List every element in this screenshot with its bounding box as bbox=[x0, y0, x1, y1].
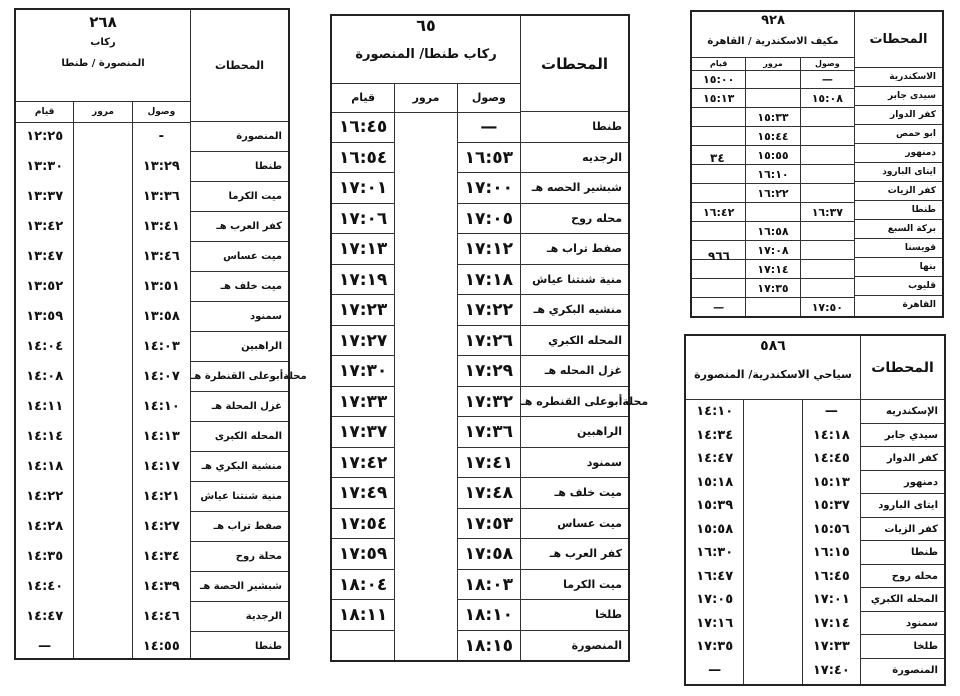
departure-time: — bbox=[708, 662, 722, 678]
station-name: طنطا bbox=[255, 641, 282, 652]
station-name: كفر الدوار bbox=[855, 106, 942, 125]
departure-column bbox=[332, 112, 394, 660]
arrival-time: ١٧:٢٦ bbox=[458, 326, 520, 357]
station-name: سمنود bbox=[191, 302, 288, 332]
departure-time: ١٤:١١ bbox=[26, 399, 64, 414]
passing-column bbox=[394, 112, 456, 660]
passing-header: مرور bbox=[745, 58, 799, 70]
departure-time: ١٤:٣٥ bbox=[26, 549, 64, 564]
station-name: شبشير الحصة هـ bbox=[191, 572, 288, 602]
train-number: ٩٢٨ bbox=[761, 13, 785, 28]
station-name: الرجدية bbox=[191, 602, 288, 632]
stations-column bbox=[860, 336, 944, 684]
passing-time: ١٦:١٠ bbox=[746, 165, 799, 184]
departure-time: ١٤:٤٧ bbox=[26, 609, 64, 624]
arrival-time bbox=[801, 127, 854, 146]
passing-column bbox=[743, 400, 801, 684]
station-name: الاسكندرية bbox=[855, 68, 942, 87]
passing-time: ١٧:٠٨ bbox=[746, 241, 799, 260]
departure-column bbox=[686, 400, 743, 684]
arrival-time bbox=[801, 279, 854, 298]
arrival-time bbox=[801, 108, 854, 127]
departure-time: ١٥:٣٩ bbox=[696, 498, 734, 513]
arrival-time: ١٤:١٠ bbox=[142, 399, 180, 414]
station-name: منية شنتنا عياش bbox=[521, 265, 628, 296]
station-name: محلةأبوعلى القنطره هـ bbox=[521, 387, 628, 418]
arrival-time: - bbox=[158, 129, 165, 144]
station-name: منشيه البكري هـ bbox=[521, 295, 628, 326]
departure-time: ١٦:٣٠ bbox=[696, 545, 734, 560]
departure-time: ١٦:٤٥ bbox=[332, 112, 394, 143]
departure-time: ١٧:٣٣ bbox=[332, 387, 394, 418]
departure-time: ١٧:٠٦ bbox=[332, 204, 394, 235]
station-name: طنطا bbox=[855, 201, 942, 220]
train-route: مكيف الاسكندرية / القاهرة bbox=[707, 36, 839, 47]
train-268-times bbox=[16, 10, 190, 658]
arrival-time: ١٤:١٨ bbox=[812, 427, 850, 443]
passing-time: ١٥:٥٥ bbox=[746, 146, 799, 165]
passing-column bbox=[73, 122, 131, 658]
passing-header: مرور bbox=[73, 102, 131, 122]
arrival-time: ١٦:٣٧ bbox=[801, 203, 854, 222]
train-number: ٢٦٨ bbox=[89, 13, 117, 31]
departure-time: ١٢:٢٥ bbox=[26, 129, 64, 144]
arrival-time: ١٧:٥٨ bbox=[458, 539, 520, 570]
station-name: القاهرة bbox=[902, 300, 936, 310]
station-name: بنها bbox=[855, 258, 942, 277]
arrival-time: ١٧:٢٩ bbox=[458, 356, 520, 387]
train-number: ٥٨٦ bbox=[760, 338, 786, 354]
departure-time bbox=[692, 108, 745, 127]
train-route: سياحي الاسكندرية/ المنصورة bbox=[694, 368, 852, 381]
station-name: منية شنتنا عياش bbox=[191, 482, 288, 512]
arrival-time: ١٥:٠٨ bbox=[801, 89, 854, 108]
departure-header: قيام bbox=[709, 59, 728, 68]
departure-time: ١٤:١٤ bbox=[26, 429, 64, 444]
arrival-time: ١٦:١٥ bbox=[812, 545, 850, 560]
arrival-time: ١٤:٠٧ bbox=[142, 369, 180, 384]
departure-time: ١٧:٤٩ bbox=[332, 478, 394, 509]
station-name: محلة روح bbox=[191, 542, 288, 572]
passing-column bbox=[745, 70, 799, 316]
station-name: كفر الزيات bbox=[861, 518, 944, 542]
stations-header: المحطات bbox=[191, 10, 288, 122]
passing-time bbox=[746, 70, 799, 89]
station-name: المنصورة bbox=[571, 638, 622, 652]
arrival-time: ١٤:٥٥ bbox=[142, 639, 180, 654]
station-name: دمنهور bbox=[861, 471, 944, 495]
station-name: ميت الكرما bbox=[521, 570, 628, 601]
stations-header: المحطات bbox=[861, 336, 944, 400]
train-586-times bbox=[686, 336, 860, 684]
departure-column bbox=[692, 70, 745, 316]
station-name: سمنود bbox=[521, 448, 628, 479]
departure-time: ١٦:٤٧ bbox=[696, 568, 734, 584]
arrival-header: وصول bbox=[132, 102, 190, 122]
departure-time: ١٤:١٠ bbox=[696, 404, 734, 419]
departure-time: ١٣:٣٠ bbox=[26, 159, 64, 174]
departure-time bbox=[332, 631, 394, 662]
departure-time bbox=[692, 184, 745, 203]
arrival-time: ١٧:٤١ bbox=[458, 448, 520, 479]
station-name: الراهبين bbox=[521, 417, 628, 448]
arrival-time: ١٤:٢١ bbox=[142, 489, 180, 504]
arrival-time: ١٤:١٣ bbox=[142, 429, 180, 444]
arrival-time: ١٨:١٠ bbox=[458, 600, 520, 631]
station-name: المحله الكبري bbox=[521, 326, 628, 357]
arrival-time: ١٧:١٢ bbox=[458, 234, 520, 265]
station-name: دمنهور bbox=[855, 144, 942, 163]
train-65-times bbox=[332, 16, 520, 660]
departure-time: ١٣:٥٢ bbox=[26, 279, 64, 294]
station-name: صفط تراب هـ bbox=[521, 234, 628, 265]
passing-time: ١٥:٣٣ bbox=[746, 108, 799, 127]
departure-time: ١٤:٣٤ bbox=[696, 427, 734, 443]
departure-time: ١٧:٣٧ bbox=[332, 417, 394, 448]
arrival-time: ١٥:١٣ bbox=[812, 474, 850, 490]
departure-time: ١٧:٥٤ bbox=[332, 509, 394, 540]
station-name: ايتاى البارود bbox=[855, 163, 942, 182]
departure-time: ١٧:٠١ bbox=[332, 173, 394, 204]
arrival-time: ١٣:٢٩ bbox=[142, 159, 180, 174]
arrival-time: — bbox=[801, 70, 854, 89]
station-name: ابو حمص bbox=[855, 125, 942, 144]
arrival-time: ١٤:٠٣ bbox=[142, 339, 180, 354]
arrival-time: ١٣:٤١ bbox=[142, 219, 180, 234]
passing-time: ١٥:٤٤ bbox=[746, 127, 799, 146]
departure-time: ١٧:٤٢ bbox=[332, 448, 394, 479]
station-name: منشية البكري هـ bbox=[191, 452, 288, 482]
passing-time: ١٧:٣٥ bbox=[746, 279, 799, 298]
train-title: ركاب طنطا/ المنصورة bbox=[355, 47, 497, 62]
departure-time: ١٧:٣٥ bbox=[696, 639, 734, 654]
station-name: سيدى جابر bbox=[855, 87, 942, 106]
departure-time: ١٤:٤٠ bbox=[26, 579, 64, 594]
passing-time bbox=[746, 298, 799, 317]
station-name: الإسكندريه bbox=[861, 400, 944, 424]
arrival-time: ١٣:٣٦ bbox=[142, 189, 180, 204]
arrival-time: ١٧:٣٦ bbox=[458, 417, 520, 448]
station-name: محلةأبوعلى القنطرة هـ bbox=[191, 362, 288, 392]
arrival-time bbox=[801, 184, 854, 203]
departure-header: قيام bbox=[351, 91, 376, 104]
station-name: محله روح bbox=[521, 204, 628, 235]
station-name: كفر العرب هـ bbox=[191, 212, 288, 242]
departure-time: ١٧:١٦ bbox=[696, 615, 734, 631]
arrival-header: وصول bbox=[457, 84, 520, 112]
arrival-time: ١٧:١٨ bbox=[458, 265, 520, 296]
station-name: ايتاى البارود bbox=[861, 494, 944, 518]
stations-header: المحطات bbox=[855, 12, 942, 68]
train-title: ركاب bbox=[90, 37, 116, 48]
arrival-time: ١٧:٥٠ bbox=[811, 301, 843, 314]
departure-time: ١٨:٠٤ bbox=[332, 570, 394, 601]
departure-time: ١٥:١٣ bbox=[692, 89, 745, 108]
departure-time: ١٣:٤٧ bbox=[26, 249, 64, 264]
departure-time bbox=[692, 279, 745, 298]
timetable-268 bbox=[14, 8, 307, 660]
arrival-header: وصول bbox=[800, 58, 854, 70]
departure-time: ١٧:٥٩ bbox=[332, 539, 394, 570]
stations-header: المحطات bbox=[521, 16, 628, 112]
station-name: المحله الكبرى bbox=[191, 422, 288, 452]
station-name: سيدي جابر bbox=[861, 424, 944, 448]
arrival-time: ١٦:٥٣ bbox=[458, 143, 520, 174]
arrival-time: ١٤:٣٩ bbox=[142, 579, 180, 594]
station-name: كفر الدوار bbox=[861, 447, 944, 471]
arrival-time: ١٧:٠٠ bbox=[458, 173, 520, 204]
departure-time: ١٧:٢٣ bbox=[332, 295, 394, 326]
station-name: بركة السبع bbox=[855, 220, 942, 239]
station-name: صفط تراب هـ bbox=[191, 512, 288, 542]
arrival-time: ١٣:٤٦ bbox=[142, 249, 180, 264]
arrival-time: ١٦:٤٥ bbox=[812, 568, 850, 584]
arrival-time bbox=[801, 222, 854, 241]
stations-column bbox=[854, 12, 942, 316]
arrival-column bbox=[800, 70, 854, 316]
station-name: المحله الكبري bbox=[861, 588, 944, 612]
timetable-65 bbox=[330, 14, 649, 662]
arrival-time: ١٥:٣٧ bbox=[812, 498, 850, 513]
station-name: الراهبين bbox=[191, 332, 288, 362]
departure-time bbox=[692, 222, 745, 241]
departure-time: ١٥:٠٠ bbox=[692, 70, 745, 89]
departure-time: ١٤:٠٨ bbox=[26, 369, 64, 384]
arrival-time: ١٧:٢٢ bbox=[458, 295, 520, 326]
departure-time bbox=[692, 127, 745, 146]
departure-time: ١٣:٣٧ bbox=[26, 189, 64, 204]
handwritten-mark: ٣٤ bbox=[710, 151, 725, 165]
arrival-time: ١٧:٠٥ bbox=[458, 204, 520, 235]
departure-time: ١٧:٢٧ bbox=[332, 326, 394, 357]
arrival-time: ١٥:٥٦ bbox=[812, 521, 850, 537]
arrival-time: ١٤:٢٧ bbox=[142, 519, 180, 534]
arrival-column bbox=[802, 400, 860, 684]
station-name: سمنود bbox=[861, 612, 944, 636]
arrival-time: ١٤:٤٦ bbox=[142, 609, 180, 624]
arrival-time: ١٧:٣٣ bbox=[812, 639, 850, 654]
station-name: طلخا bbox=[861, 635, 944, 659]
station-name: طنطا bbox=[521, 112, 628, 143]
station-name: ميت خلف هـ bbox=[521, 478, 628, 509]
departure-time: — bbox=[38, 639, 52, 654]
stations-column bbox=[520, 16, 649, 660]
station-name: كفر الزيات bbox=[855, 182, 942, 201]
station-name: ميت عساس bbox=[191, 242, 288, 272]
departure-time: ١٨:١١ bbox=[332, 600, 394, 631]
handwritten-mark: ٩٦٦ bbox=[708, 249, 730, 263]
departure-time: ١٤:٢٨ bbox=[26, 519, 64, 534]
station-name: ميت خلف هـ bbox=[191, 272, 288, 302]
station-name: قليوب bbox=[855, 277, 942, 296]
departure-time: — bbox=[713, 301, 725, 314]
station-name: كفر العرب هـ bbox=[521, 539, 628, 570]
arrival-time: ١٣:٥١ bbox=[142, 279, 180, 294]
departure-time: ١٧:١٩ bbox=[332, 265, 394, 296]
departure-time: ١٤:٤٧ bbox=[696, 451, 734, 466]
arrival-time: ١٧:٤٨ bbox=[458, 478, 520, 509]
departure-time: ١٥:٥٨ bbox=[696, 521, 734, 537]
station-name: المنصورة bbox=[191, 122, 288, 152]
passing-time: ١٦:٥٨ bbox=[746, 222, 799, 241]
arrival-time: ١٧:١٤ bbox=[812, 615, 850, 631]
station-name: ميت عساس bbox=[521, 509, 628, 540]
departure-time: ١٣:٤٢ bbox=[26, 219, 64, 234]
arrival-time: ١٧:٥٣ bbox=[458, 509, 520, 540]
departure-time: ١٤:٠٤ bbox=[26, 339, 64, 354]
departure-time: ١٧:١٣ bbox=[332, 234, 394, 265]
passing-time bbox=[746, 89, 799, 108]
station-name: طنطا bbox=[861, 541, 944, 565]
passing-header: مرور bbox=[394, 84, 456, 112]
train-route: المنصورة / طنطا bbox=[61, 58, 145, 69]
passing-time: ١٧:١٤ bbox=[746, 260, 799, 279]
passing-time bbox=[746, 203, 799, 222]
passing-time: ١٦:٢٢ bbox=[746, 184, 799, 203]
arrival-time bbox=[801, 241, 854, 260]
arrival-time: ١٨:١٥ bbox=[464, 635, 513, 656]
station-name: المنصورة bbox=[892, 664, 938, 676]
arrival-time: ١٧:٤٠ bbox=[812, 662, 850, 678]
station-name: طنطا bbox=[191, 152, 288, 182]
station-name: شبشير الحصه هـ bbox=[521, 173, 628, 204]
departure-time: ١٦:٤٢ bbox=[692, 203, 745, 222]
departure-time: ١٤:١٨ bbox=[26, 459, 64, 474]
departure-header: قيام bbox=[34, 107, 55, 117]
arrival-column bbox=[132, 122, 190, 658]
arrival-time: ١٨:٠٣ bbox=[458, 570, 520, 601]
arrival-time: ١٤:٤٥ bbox=[812, 451, 850, 466]
departure-column bbox=[16, 122, 73, 658]
arrival-time: ١٧:٠١ bbox=[812, 592, 850, 607]
station-name: غزل المحلة هـ bbox=[191, 392, 288, 422]
arrival-time: ١٤:٣٤ bbox=[142, 549, 180, 564]
arrival-time bbox=[801, 260, 854, 279]
stations-column bbox=[190, 10, 307, 658]
station-name: طلخا bbox=[521, 600, 628, 631]
arrival-time: — bbox=[824, 404, 838, 419]
arrival-time bbox=[801, 146, 854, 165]
departure-time: ١٥:١٨ bbox=[696, 474, 734, 490]
timetable-586 bbox=[684, 334, 946, 686]
arrival-time bbox=[801, 165, 854, 184]
arrival-time: — bbox=[458, 112, 520, 143]
train-number: ٦٥ bbox=[416, 16, 436, 35]
station-name: الرجديه bbox=[521, 143, 628, 174]
arrival-time: ١٤:١٧ bbox=[142, 459, 180, 474]
departure-time: ١٧:٣٠ bbox=[332, 356, 394, 387]
arrival-time: ١٣:٥٨ bbox=[142, 309, 180, 324]
arrival-time: ١٧:٣٢ bbox=[458, 387, 520, 418]
timetable-928 bbox=[690, 10, 944, 318]
departure-time: ١٧:٠٥ bbox=[696, 592, 734, 607]
arrival-column bbox=[457, 112, 520, 660]
departure-time: ١٣:٥٩ bbox=[26, 309, 64, 324]
station-name: قويسنا bbox=[855, 239, 942, 258]
departure-time bbox=[692, 165, 745, 184]
station-name: ميت الكرما bbox=[191, 182, 288, 212]
station-name: محله روح bbox=[861, 565, 944, 589]
station-name: غزل المحله هـ bbox=[521, 356, 628, 387]
departure-time: ١٤:٢٢ bbox=[26, 489, 64, 504]
departure-time: ١٦:٥٤ bbox=[332, 143, 394, 174]
